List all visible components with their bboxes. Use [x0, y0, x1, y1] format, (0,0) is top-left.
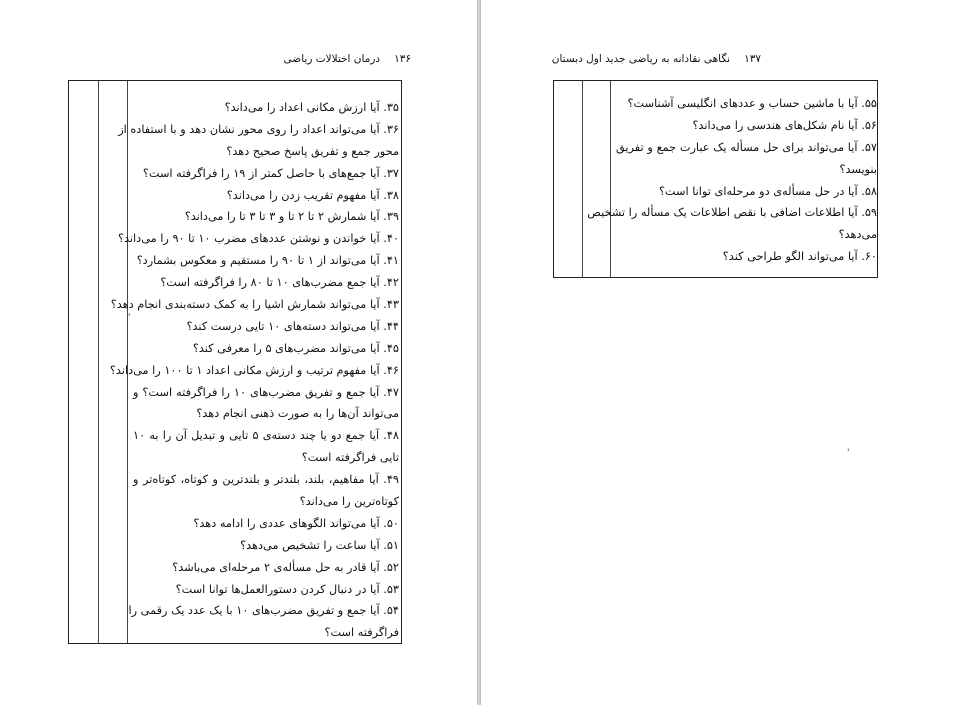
question-line: ۴۱. آیا می‌تواند از ۱ تا ۹۰ را مستقیم و معکوس بشمارد؟ — [136, 254, 399, 268]
question-line: ۴۵. آیا می‌تواند مضرب‌های ۵ را معرفی کند؟ — [192, 341, 399, 355]
question-line: ۵۸. آیا در حل مسأله‌ی دو مرحله‌ای توانا است؟ — [658, 184, 877, 198]
question-line: ۵۰. آیا می‌تواند الگوهای عددی را ادامه دهد؟ — [193, 516, 399, 530]
question-line: فراگرفته است؟ — [324, 626, 399, 640]
right-checklist-table — [553, 80, 878, 278]
table-column-divider — [582, 81, 583, 277]
question-line: ۵۲. آیا قادر به حل مسأله‌ی ۲ مرحله‌ای می‌باشد؟ — [172, 560, 399, 574]
question-line: ۳۵. آیا ارزش مکانی اعداد را می‌داند؟ — [224, 101, 399, 114]
question-line: ۶۰. آیا می‌تواند الگو طراحی کند؟ — [722, 250, 877, 264]
question-line: ۵۶. آیا نام شکل‌های هندسی را می‌داند؟ — [692, 118, 877, 132]
question-line: ۵۳. آیا در دنبال کردن دستورالعمل‌ها توانا است؟ — [175, 582, 399, 596]
question-line: ۴۶. آیا مفهوم ترتیب و ارزش مکانی اعداد ۱ تا ۱۰۰ را می‌داند؟ — [109, 363, 399, 377]
right-page — [481, 0, 961, 705]
stray-mark: ' — [128, 313, 131, 323]
question-line: ۴۹. آیا مفاهیم، بلند، بلندتر و بلندترین و کوتاه، کوتاه‌تر و — [133, 473, 399, 487]
question-line: ۴۲. آیا جمع مضرب‌های ۱۰ تا ۸۰ را فراگرفته است؟ — [160, 276, 399, 290]
question-line: ۴۸. آیا جمع دو یا چند دسته‌ی ۵ تایی و تبدیل آن را به ۱۰ — [133, 429, 399, 443]
question-line: کوتاه‌ترین را می‌داند؟ — [299, 495, 399, 509]
question-line: ۵۷. آیا می‌تواند برای حل مسأله یک عبارت جمع و تفریق — [616, 140, 877, 154]
question-line: ۵۹. آیا اطلاعات اضافی با نقص اطلاعات یک مسأله را تشخیص — [587, 206, 877, 220]
question-line: می‌تواند آن‌ها را به صورت ذهنی انجام دهد؟ — [196, 407, 399, 421]
question-line: ۳۹. آیا شمارش ۲ تا ۲ تا و ۳ تا ۳ تا را می‌داند؟ — [184, 210, 399, 224]
stray-mark: ' — [847, 448, 850, 458]
question-line: ۳۶. آیا می‌تواند اعداد را روی محور نشان دهد و با استفاده از — [118, 122, 399, 136]
right-page-number: ۱۳۷ — [744, 53, 761, 65]
question-line: ۴۷. آیا جمع و تفریق مضرب‌های ۱۰ را فراگرفته است؟ و — [133, 385, 399, 399]
question-line: ۴۴. آیا می‌تواند دسته‌های ۱۰ تایی درست کند؟ — [186, 319, 399, 333]
right-page-header — [552, 51, 761, 67]
left-page — [0, 0, 477, 705]
left-checklist-table — [68, 80, 402, 644]
question-line: ۴۰. آیا خواندن و نوشتن عددهای مضرب ۱۰ تا ۹۰ را می‌داند؟ — [117, 232, 399, 246]
left-running-title: درمان اختلالات ریاضی — [283, 53, 381, 65]
right-question-list — [587, 93, 877, 268]
question-line: ۳۸. آیا مفهوم تقریب زدن را می‌داند؟ — [226, 188, 399, 202]
table-column-divider — [610, 81, 611, 277]
question-line: محور جمع و تفریق پاسخ صحیح دهد؟ — [226, 144, 399, 158]
left-question-list — [109, 97, 399, 644]
question-line: تایی فراگرفته است؟ — [301, 451, 399, 465]
left-page-number: ۱۳۶ — [394, 53, 411, 65]
question-line: می‌دهد؟ — [838, 228, 877, 242]
right-running-title: نگاهی نقادانه به ریاضی جدید اول دبستان — [551, 53, 731, 65]
question-line: ۳۷. آیا جمع‌های با حاصل کمتر از ۱۹ را فراگرفته است؟ — [142, 166, 399, 180]
question-line: ۵۴. آیا جمع و تفریق مضرب‌های ۱۰ با یک عدد یک رقمی را — [128, 604, 399, 618]
question-line: بنویسد؟ — [839, 162, 877, 176]
left-page-header — [284, 51, 411, 67]
question-line: ۵۵. آیا با ماشین حساب و عددهای انگلیسی آشناست؟ — [627, 97, 877, 110]
question-line: ۴۳. آیا می‌تواند شمارش اشیا را به کمک دسته‌بندی انجام دهد؟ — [110, 298, 399, 312]
table-column-divider — [98, 81, 99, 643]
question-line: ۵۱. آیا ساعت را تشخیص می‌دهد؟ — [240, 538, 399, 552]
